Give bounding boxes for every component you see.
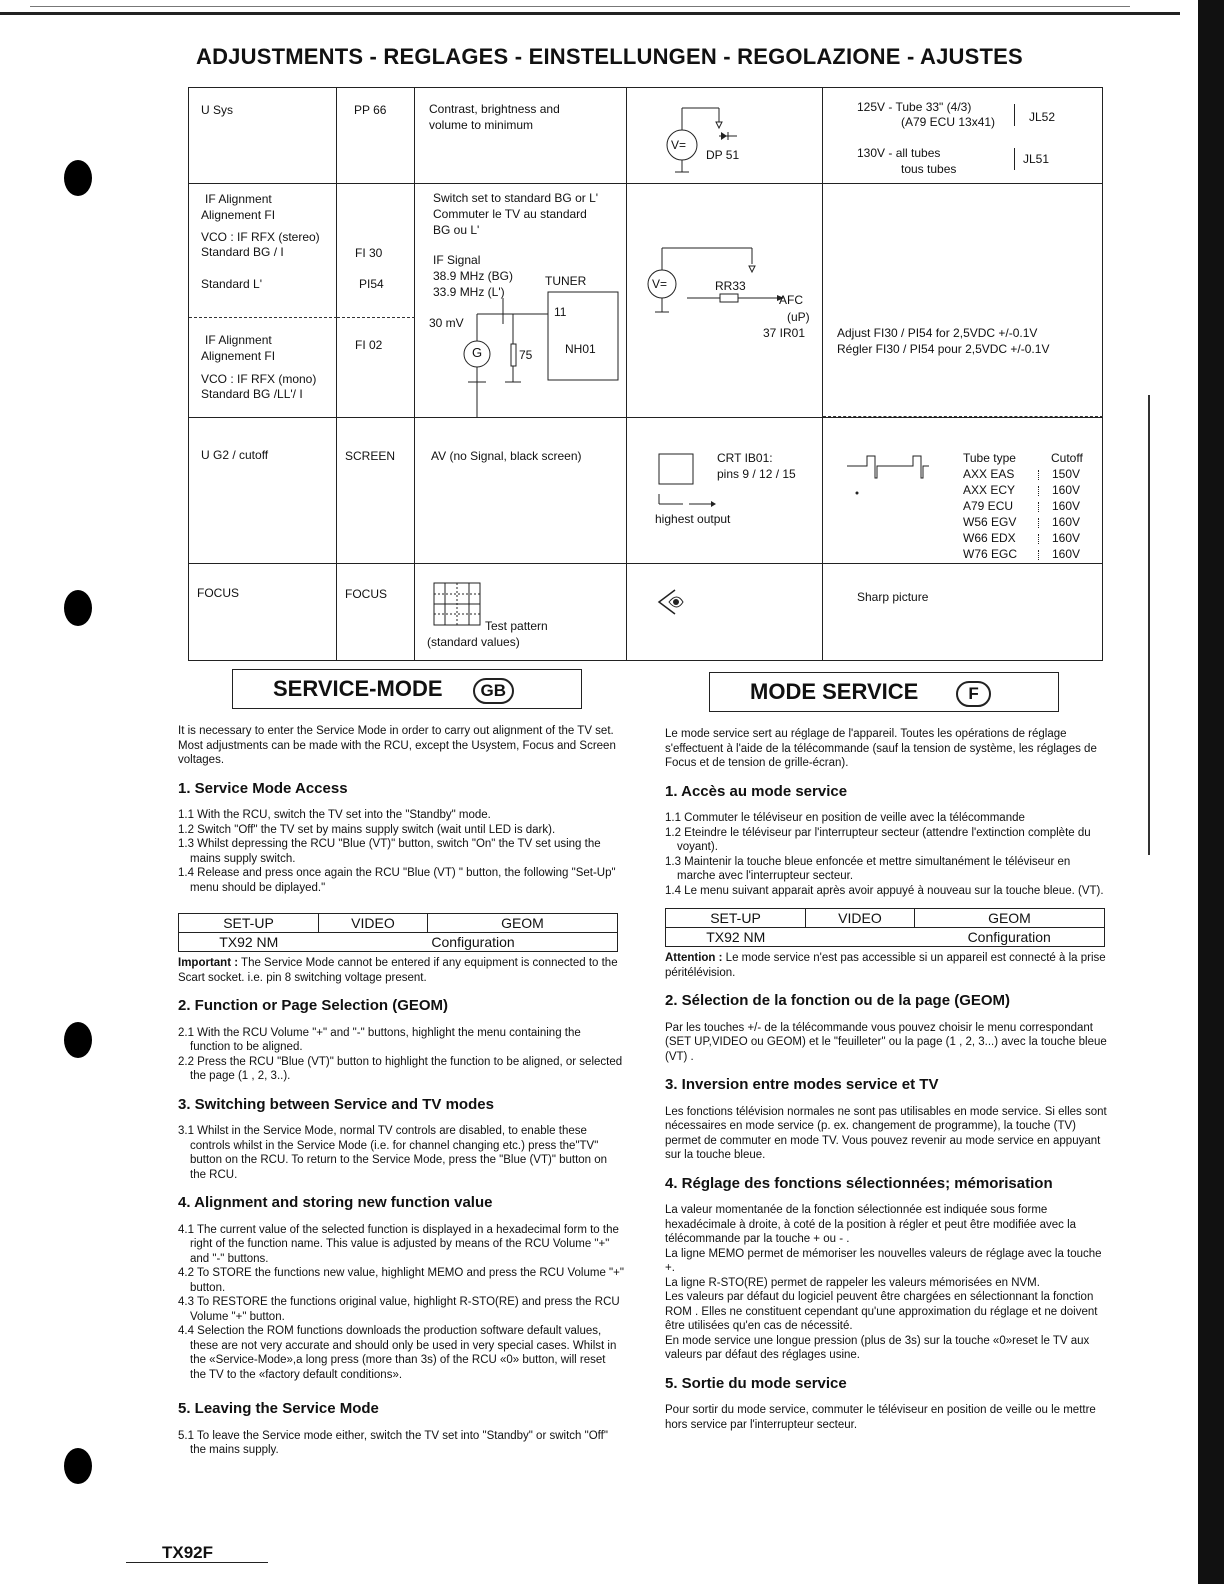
table-row (189, 88, 1103, 184)
result-text: Régler FI30 / PI54 pour 2,5VDC +/-0.1V (837, 342, 1050, 356)
tube-type: AXX EAS (963, 467, 1015, 481)
punch-hole (64, 160, 92, 196)
tube-type: W66 EDX (963, 531, 1016, 545)
level-label: 30 mV (429, 316, 464, 330)
step-list (178, 1223, 624, 1383)
expected-result: Sharp picture (857, 590, 929, 604)
section-text: Les fonctions télévision normales ne sont pas utilisables en mode service. Si elles sont nécessaires en mode service (p. ex. changement de programme), la touche (TV) permet de commuter en mode TV. Vous pouvez revenir au mode service en appuyant sur la touche bleue. (665, 1105, 1107, 1161)
tube-row (963, 499, 1103, 515)
param-name: U Sys (201, 103, 234, 117)
tube-cutoff: 150V (1052, 467, 1081, 481)
instruction-text: Commuter le TV au standard (433, 207, 587, 221)
param-name: FOCUS (197, 586, 239, 600)
generator-diagram (415, 184, 627, 417)
pattern-label: Test pattern (485, 619, 548, 633)
list-item: 1.1 With the RCU, switch the TV set into the "Standby" mode. (178, 809, 491, 821)
param-text: IF Alignment (205, 333, 272, 347)
tube-type: AXX ECY (963, 483, 1016, 497)
step-list (178, 1124, 624, 1182)
menu-cell: SET-UP (179, 914, 319, 933)
param-text: Standard L' (201, 277, 263, 291)
pin-label: 11 (554, 305, 567, 319)
adjust-point: SCREEN (345, 449, 396, 463)
scan-edge-line (30, 6, 1130, 7)
menu-cell: SET-UP (666, 909, 806, 928)
tube-cutoff: 160V (1052, 483, 1081, 497)
menu-cell: GEOM (427, 914, 617, 933)
column-separator (1038, 550, 1039, 560)
param-text: VCO : IF RFX (stereo) (201, 230, 320, 244)
scan-edge-bar (1198, 0, 1224, 1584)
list-item: 1.4 Le menu suivant apparait après avoir appuyé à nouveau sur la touche bleue. (VT). (665, 884, 1104, 897)
footer-rule (126, 1562, 268, 1563)
crt-label: highest output (655, 512, 731, 526)
intro-text: It is necessary to enter the Service Mode in order to carry out alignment of the TV set. Most adjustments can be made with the RCU, except the Usystem, Focus and Screen voltages. (178, 725, 616, 766)
section-text: Pour sortir du mode service, commuter le téléviseur en position de veille ou le mettre hors service par l'interrupteur secteur. (665, 1404, 1096, 1431)
instruction: Contrast, brightness and volume to minimum (429, 102, 560, 132)
tube-row (963, 467, 1103, 483)
tube-cutoff: 160V (1052, 515, 1081, 529)
param-name (189, 184, 336, 417)
fr-column (665, 727, 1111, 1432)
param-text: Alignement FI (201, 208, 276, 222)
afc-label: (uP) (787, 310, 810, 324)
param-text: Alignement FI (201, 349, 276, 363)
fr-section-header (709, 672, 1059, 712)
instruction (415, 564, 626, 660)
cutoff-table (823, 418, 1102, 563)
service-menu-table (665, 908, 1105, 947)
note-text: Le mode service n'est pas accessible si un appareil est connecté à la prise péritélévision. (665, 952, 1106, 979)
section-heading: 2. Function or Page Selection (GEOM) (178, 997, 449, 1014)
step-list (178, 1026, 624, 1084)
note-label: Attention : (665, 952, 723, 964)
list-item: 4.2 To STORE the functions new value, highlight MEMO and press the RCU Volume "+" button. (178, 1267, 624, 1294)
crt-label: CRT IB01: (717, 451, 773, 465)
pattern-label: (standard values) (427, 635, 520, 649)
section-heading: 2. Sélection de la fonction ou de la page (GEOM) (665, 992, 1011, 1009)
section-text: Par les touches +/- de la télécommande vous pouvez choisir le menu correspondant (SET UP,VIDEO ou GEOM) et le "feuilleter" ou la page (1 , 2, 3...) avec la touche bleue (VT) . (665, 1021, 1107, 1063)
list-item: En mode service une longue pression (plus de 3s) sur la touche «0»reset le TV aux valeurs par défaut des réglages usine. (665, 1334, 1090, 1361)
section-heading: 4. Réglage des fonctions sélectionnées; mémorisation (665, 1174, 1053, 1192)
waveform-diagram (823, 418, 953, 498)
column-header: Tube type (963, 451, 1016, 465)
list-item: 1.1 Commuter le téléviseur en position de veille avec la télécommande (665, 812, 1025, 824)
step-list (178, 808, 624, 895)
punch-hole (64, 1448, 92, 1484)
punch-hole (64, 590, 92, 626)
list-item: 3.1 Whilst in the Service Mode, normal TV controls are disabled, to enable these controls whilst in the Service Mode (i.e. for channel changing etc.) press the"TV" button on the RCU. To return to the Service Mode, press the "Blue (VT)" button on the RCU. (178, 1125, 608, 1181)
menu-cell: VIDEO (806, 909, 915, 928)
tube-type: W56 EGV (963, 515, 1017, 529)
measurement-diagram (627, 564, 822, 660)
list-item: 4.1 The current value of the selected function is displayed in a hexadecimal form to the right of the function name. This value is adjusted by means of the RCU Volume "+" and "-" buttons. (178, 1223, 619, 1265)
jumper-label: JL52 (1029, 110, 1056, 124)
result-text: tous tubes (901, 162, 957, 176)
model-footer: TX92F (162, 1543, 214, 1562)
tube-type: A79 ECU (963, 499, 1014, 513)
tube-row (963, 547, 1103, 563)
generator-label: G (472, 345, 483, 360)
step-list (665, 811, 1111, 898)
service-menu-table (178, 913, 618, 952)
crt-diagram (627, 418, 823, 563)
list-item: 4.3 To RESTORE the functions original value, highlight R-STO(RE) and press the RCU Volume "+" button. (178, 1296, 620, 1323)
section-heading: 1. Service Mode Access (178, 779, 348, 797)
tuner-label: TUNER (545, 274, 587, 288)
pin-label: PI54 (359, 277, 384, 291)
menu-cell: Configuration (427, 933, 617, 952)
component-label: NH01 (565, 342, 596, 356)
menu-cell: GEOM (914, 909, 1104, 928)
crt-label: pins 9 / 12 / 15 (717, 467, 796, 481)
result-text: 125V - Tube 33" (4/3) (857, 100, 972, 114)
adjust-point: PP 66 (354, 103, 387, 117)
adjust-point: FOCUS (345, 587, 387, 601)
result-text: 130V - all tubes (857, 146, 941, 160)
param-text: Standard BG /LL'/ I (201, 387, 303, 401)
language-badge: GB (473, 678, 515, 704)
list-item: 2.2 Press the RCU "Blue (VT)" button to highlight the function to be aligned, or selected the page (1 , 2, 3..). (178, 1055, 623, 1082)
tube-type: W76 EGC (963, 547, 1018, 561)
signal-label: IF Signal (433, 253, 481, 267)
adjustments-table (188, 87, 1103, 661)
meter-label: V= (671, 138, 687, 152)
list-item: 2.1 With the RCU Volume "+" and "-" buttons, highlight the menu containing the function to be aligned. (178, 1026, 581, 1053)
table-row (189, 564, 1103, 661)
tube-row (963, 531, 1103, 547)
measurement-diagram (627, 184, 822, 417)
language-badge: F (956, 681, 990, 707)
section-title: SERVICE-MODE (273, 676, 443, 701)
instruction-text: Switch set to standard BG or L' (433, 191, 599, 205)
section-heading: 3. Switching between Service and TV modes (178, 1095, 494, 1113)
voltmeter-diagram (627, 88, 823, 183)
column-separator (1038, 502, 1039, 512)
list-item: 4.4 Selection the ROM functions downloads the production software default values, these are not very accurate and should only be used in very special cases. Whilst in the «Service-Mode»,a long press (more than 3s) of the RCU «0» button, will reset the TV to the «factory default conditions». (178, 1325, 617, 1381)
result-text: (A79 ECU 13x41) (901, 115, 996, 129)
pin-label: FI 02 (355, 338, 383, 352)
instruction (415, 184, 626, 417)
param-text: Standard BG / I (201, 245, 284, 259)
meter-label: V= (652, 277, 668, 291)
component-label: RR33 (715, 279, 746, 293)
intro-text: Le mode service sert au réglage de l'appareil. Toutes les opérations de réglage s'effectuent à l'aide de la télécommande (sauf la tension de système, les réglages de Focus et de tension de grille-écran). (665, 728, 1097, 769)
punch-hole (64, 1022, 92, 1058)
column-separator (1038, 470, 1039, 480)
column-separator (1038, 534, 1039, 544)
menu-cell: TX92 NM (179, 933, 319, 952)
component-label: 37 IR01 (763, 326, 806, 340)
paragraph-list (665, 1203, 1111, 1363)
note-text: The Service Mode cannot be entered if any equipment is connected to the Scart socket. i.e. pin 8 switching voltage present. (178, 957, 618, 984)
gb-column (178, 724, 624, 1458)
eye-icon (655, 586, 715, 626)
gb-section-header (232, 669, 582, 709)
menu-cell: Configuration (914, 928, 1104, 947)
list-item: Les valeurs par défaut du logiciel peuvent être chargées en sélectionnant la fonction ROM . Elles ne constituent cependant qu'une approximation du réglage et ne doivent être utilisées qu'en cas de nécessité. (665, 1291, 1098, 1332)
afc-label: AFC (779, 293, 803, 307)
section-heading: 5. Sortie du mode service (665, 1374, 847, 1392)
column-header: Cutoff (1051, 451, 1083, 465)
list-item: 5.1 To leave the Service mode either, switch the TV set into "Standby" or switch "Off" the mains supply. (178, 1429, 608, 1456)
tube-row (963, 483, 1103, 499)
test-pattern-icon (433, 582, 493, 632)
list-item: 1.2 Switch "Off" the TV set by mains supply switch (wait until LED is dark). (178, 823, 556, 836)
signal-label: 33.9 MHz (L') (433, 285, 505, 299)
section-title: MODE SERVICE (750, 679, 919, 704)
list-item: 1.2 Eteindre le téléviseur par l'interrupteur secteur (attendre l'extinction complète du voyant). (665, 826, 1091, 853)
note-label: Important : (178, 957, 239, 969)
section-heading: 4. Alignment and storing new function value (178, 1194, 493, 1211)
tube-cutoff: 160V (1052, 547, 1081, 561)
test-point: DP 51 (706, 148, 740, 162)
expected-result (823, 88, 1102, 183)
list-item: La ligne MEMO permet de mémoriser les nouvelles valeurs de réglage avec la touche +. (665, 1247, 1102, 1274)
list-item: La valeur momentanée de la fonction sélectionnée est indiquée sous forme hexadécimale à droite, à coté de la position à régler et peut être modifiée avec la télécommande par la touche + ou - . (665, 1204, 1077, 1245)
jumper-label: JL51 (1023, 152, 1050, 166)
section-heading: 3. Inversion entre modes service et TV (665, 1076, 939, 1093)
tube-cutoff: 160V (1052, 499, 1081, 513)
tube-list (963, 467, 1103, 563)
list-item: 1.3 Maintenir la touche bleue enfoncée et mettre simultanément le téléviseur en marche avec l'interrupteur secteur. (665, 855, 1071, 882)
measurement-diagram (627, 418, 822, 563)
tube-row (963, 515, 1103, 531)
instruction-text: BG ou L' (433, 223, 480, 237)
tube-cutoff: 160V (1052, 531, 1081, 545)
list-item: La ligne R-STO(RE) permet de rappeler les valeurs mémorisées en NVM. (665, 1276, 1040, 1289)
table-row (189, 418, 1103, 564)
section-heading: 5. Leaving the Service Mode (178, 1400, 379, 1417)
result-text: Adjust FI30 / PI54 for 2,5VDC +/-0.1V (837, 326, 1038, 340)
column-separator (1038, 518, 1039, 528)
signal-label: 38.9 MHz (BG) (433, 269, 514, 283)
top-rule (0, 12, 1180, 15)
instruction: AV (no Signal, black screen) (431, 449, 582, 463)
adjust-point (337, 184, 414, 417)
expected-result (823, 184, 1102, 417)
step-list (178, 1429, 624, 1458)
measurement-diagram (627, 88, 822, 183)
pin-label: FI 30 (355, 246, 383, 260)
param-text: VCO : IF RFX (mono) (201, 372, 317, 386)
section-heading: 1. Accès au mode service (665, 782, 848, 800)
menu-cell: TX92 NM (666, 928, 806, 947)
menu-cell: VIDEO (319, 914, 428, 933)
scan-edge-line-right (1148, 395, 1150, 855)
param-text: IF Alignment (205, 192, 272, 206)
resistor-label: 75 (519, 348, 533, 362)
list-item: 1.3 Whilst depressing the RCU "Blue (VT)" button, switch "On" the TV set using the mains supply switch. (178, 838, 601, 865)
table-row (189, 184, 1103, 418)
param-name: U G2 / cutoff (201, 448, 269, 462)
page-title: ADJUSTMENTS - REGLAGES - EINSTELLUNGEN - REGOLAZIONE - AJUSTES (196, 44, 1023, 69)
list-item: 1.4 Release and press once again the RCU "Blue (VT) " button, the following "Set-Up" menu should be diplayed." (178, 867, 616, 894)
column-separator (1038, 486, 1039, 496)
